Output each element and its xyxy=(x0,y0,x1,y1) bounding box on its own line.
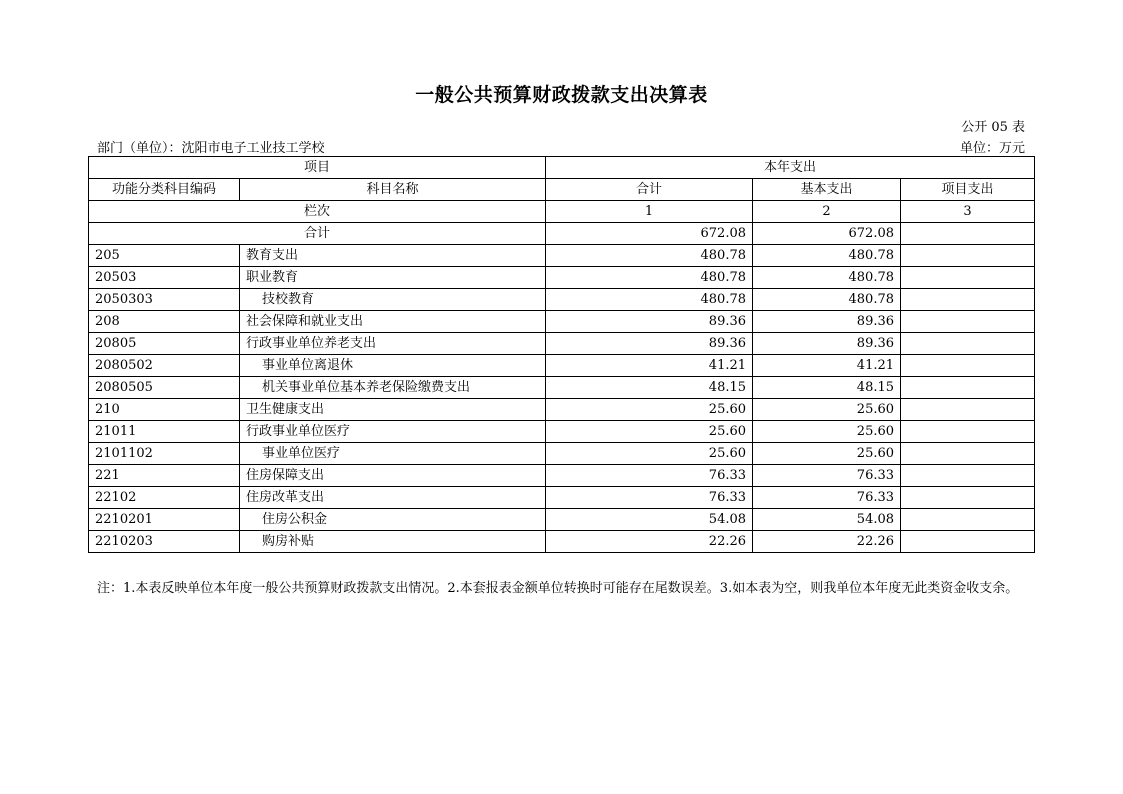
row-basic: 89.36 xyxy=(753,333,901,355)
column-number-1: 1 xyxy=(546,201,753,223)
table-row xyxy=(89,289,1035,311)
table-row xyxy=(89,465,1035,487)
row-code: 20805 xyxy=(89,333,240,355)
row-project xyxy=(901,487,1035,509)
row-project xyxy=(901,267,1035,289)
row-total: 480.78 xyxy=(546,289,753,311)
row-basic: 76.33 xyxy=(753,465,901,487)
column-number-row xyxy=(89,201,1035,223)
row-name: 卫生健康支出 xyxy=(240,399,546,421)
table-row xyxy=(89,245,1035,267)
row-name: 职业教育 xyxy=(240,267,546,289)
row-name: 事业单位医疗 xyxy=(240,443,546,465)
row-project xyxy=(901,289,1035,311)
row-total: 54.08 xyxy=(546,509,753,531)
row-total: 41.21 xyxy=(546,355,753,377)
row-project xyxy=(901,399,1035,421)
row-name: 机关事业单位基本养老保险缴费支出 xyxy=(240,377,546,399)
row-name: 事业单位离退休 xyxy=(240,355,546,377)
row-basic: 54.08 xyxy=(753,509,901,531)
row-code: 2210203 xyxy=(89,531,240,553)
header-basic: 基本支出 xyxy=(753,179,901,201)
form-number: 公开 05 表 xyxy=(961,120,1025,135)
header-current-year: 本年支出 xyxy=(546,157,1035,179)
row-basic: 480.78 xyxy=(753,245,901,267)
row-total: 25.60 xyxy=(546,443,753,465)
row-total: 480.78 xyxy=(546,267,753,289)
table-row xyxy=(89,399,1035,421)
row-code: 20503 xyxy=(89,267,240,289)
header-code: 功能分类科目编码 xyxy=(89,179,240,201)
column-number-label: 栏次 xyxy=(89,201,546,223)
department-label: 部门（单位）：沈阳市电子工业技工学校 xyxy=(97,141,325,156)
table-row xyxy=(89,443,1035,465)
row-total: 480.78 xyxy=(546,245,753,267)
header-row-1 xyxy=(89,157,1035,179)
row-total: 25.60 xyxy=(546,421,753,443)
row-name: 行政事业单位医疗 xyxy=(240,421,546,443)
unit-label: 单位：万元 xyxy=(959,141,1025,156)
row-code: 2080502 xyxy=(89,355,240,377)
row-project xyxy=(901,245,1035,267)
total-row-total: 672.08 xyxy=(546,223,753,245)
row-name: 教育支出 xyxy=(240,245,546,267)
row-basic: 25.60 xyxy=(753,443,901,465)
row-code: 2080505 xyxy=(89,377,240,399)
page-title: 一般公共预算财政拨款支出决算表 xyxy=(415,84,708,106)
table-row xyxy=(89,509,1035,531)
row-code: 2101102 xyxy=(89,443,240,465)
total-row-project xyxy=(901,223,1035,245)
row-total: 22.26 xyxy=(546,531,753,553)
row-name: 行政事业单位养老支出 xyxy=(240,333,546,355)
row-basic: 76.33 xyxy=(753,487,901,509)
header-row-2 xyxy=(89,179,1035,201)
row-name: 住房保障支出 xyxy=(240,465,546,487)
row-basic: 25.60 xyxy=(753,421,901,443)
row-total: 76.33 xyxy=(546,465,753,487)
row-basic: 89.36 xyxy=(753,311,901,333)
row-total: 48.15 xyxy=(546,377,753,399)
column-number-2: 2 xyxy=(753,201,901,223)
row-project xyxy=(901,333,1035,355)
row-basic: 480.78 xyxy=(753,289,901,311)
row-basic: 25.60 xyxy=(753,399,901,421)
table-row xyxy=(89,531,1035,553)
table-row xyxy=(89,377,1035,399)
footnote: 注：1.本表反映单位本年度一般公共预算财政拨款支出情况。2.本套报表金额单位转换时可能存在尾数误差。3.如本表为空，则我单位本年度无此类资金收支余。 xyxy=(97,581,1019,596)
row-name: 住房改革支出 xyxy=(240,487,546,509)
row-project xyxy=(901,531,1035,553)
table-row xyxy=(89,267,1035,289)
row-project xyxy=(901,355,1035,377)
row-total: 76.33 xyxy=(546,487,753,509)
header-item: 项目 xyxy=(89,157,546,179)
table-row xyxy=(89,311,1035,333)
row-total: 89.36 xyxy=(546,333,753,355)
header-total: 合计 xyxy=(546,179,753,201)
row-project xyxy=(901,421,1035,443)
table-row xyxy=(89,421,1035,443)
row-project xyxy=(901,311,1035,333)
row-project xyxy=(901,443,1035,465)
row-code: 2210201 xyxy=(89,509,240,531)
row-code: 21011 xyxy=(89,421,240,443)
row-project xyxy=(901,509,1035,531)
column-number-3: 3 xyxy=(901,201,1035,223)
row-basic: 480.78 xyxy=(753,267,901,289)
row-basic: 48.15 xyxy=(753,377,901,399)
table-row xyxy=(89,487,1035,509)
total-row-label: 合计 xyxy=(89,223,546,245)
row-code: 221 xyxy=(89,465,240,487)
row-project xyxy=(901,465,1035,487)
row-code: 208 xyxy=(89,311,240,333)
table-row xyxy=(89,333,1035,355)
row-name: 住房公积金 xyxy=(240,509,546,531)
table-row xyxy=(89,355,1035,377)
header-name: 科目名称 xyxy=(240,179,546,201)
row-basic: 22.26 xyxy=(753,531,901,553)
row-basic: 41.21 xyxy=(753,355,901,377)
row-code: 2050303 xyxy=(89,289,240,311)
row-name: 社会保障和就业支出 xyxy=(240,311,546,333)
row-name: 技校教育 xyxy=(240,289,546,311)
row-project xyxy=(901,377,1035,399)
row-name: 购房补贴 xyxy=(240,531,546,553)
row-code: 210 xyxy=(89,399,240,421)
row-total: 25.60 xyxy=(546,399,753,421)
total-row-basic: 672.08 xyxy=(753,223,901,245)
header-project: 项目支出 xyxy=(901,179,1035,201)
total-row xyxy=(89,223,1035,245)
row-code: 22102 xyxy=(89,487,240,509)
row-total: 89.36 xyxy=(546,311,753,333)
row-code: 205 xyxy=(89,245,240,267)
expenditure-table xyxy=(88,156,1035,553)
